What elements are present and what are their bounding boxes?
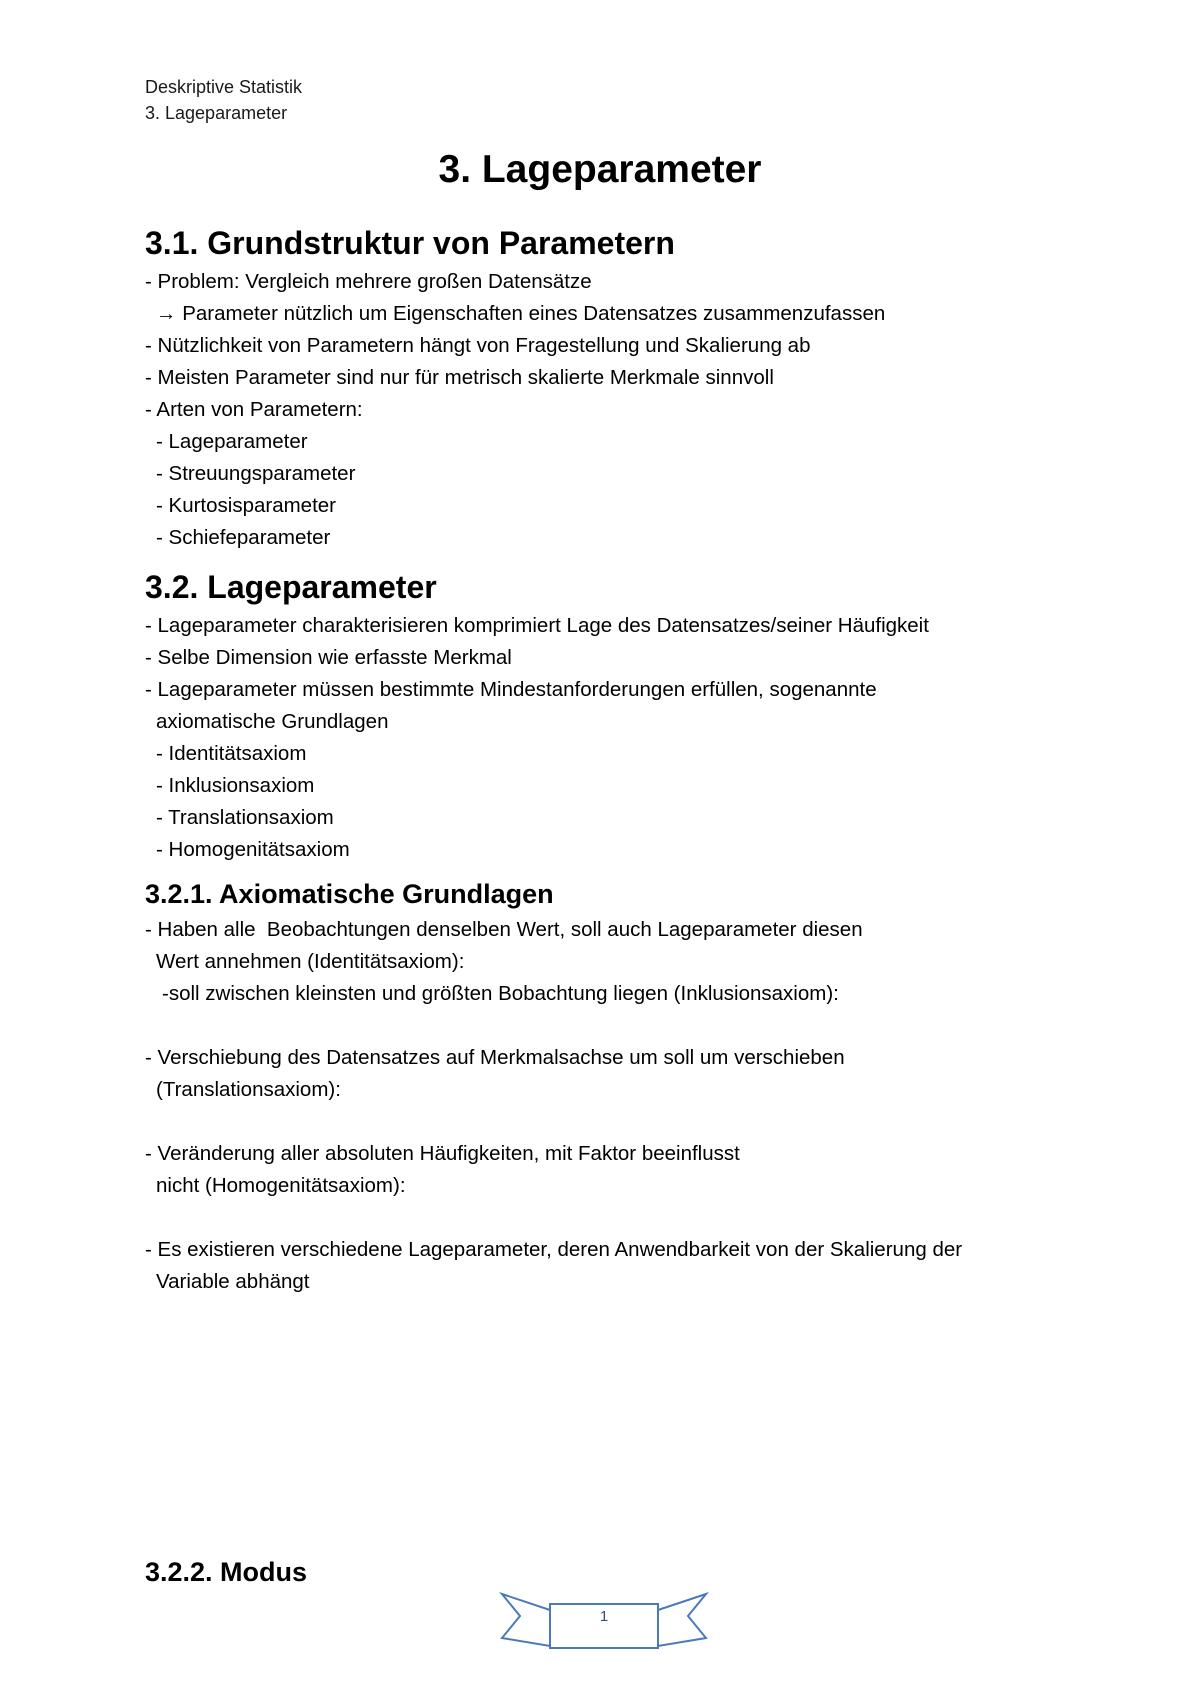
list-item: - Lageparameter charakterisieren komprimiert Lage des Datensatzes/seiner Häufigkeit: [145, 614, 929, 637]
page-number: 1: [599, 1608, 609, 1625]
section-heading-3-2-1: 3.2.1. Axiomatische Grundlagen: [145, 879, 554, 909]
list-item: - Lageparameter müssen bestimmte Mindestanforderungen erfüllen, sogenannte: [145, 678, 877, 701]
list-item: - Kurtosisparameter: [156, 494, 337, 517]
list-item: - Lageparameter: [156, 430, 308, 453]
list-item: Wert annehmen (Identitätsaxiom):: [156, 950, 465, 973]
list-item: - Es existieren verschiedene Lageparameter, deren Anwendbarkeit von der Skalierung der: [145, 1238, 963, 1261]
header-course: Deskriptive Statistik: [145, 77, 303, 97]
list-item: - Meisten Parameter sind nur für metrisch skalierte Merkmale sinnvoll: [145, 366, 774, 389]
list-item: - Haben alle Beobachtungen denselben Wert, soll auch Lageparameter diesen: [145, 918, 863, 941]
list-item: → Parameter nützlich um Eigenschaften eines Datensatzes zusammenzufassen: [156, 302, 886, 325]
list-item: Variable abhängt: [156, 1270, 310, 1293]
list-item: - Translationsaxiom: [156, 806, 334, 829]
list-item: - Problem: Vergleich mehrere großen Datensätze: [145, 270, 592, 293]
page-header: [145, 74, 302, 126]
header-chapter: 3. Lageparameter: [145, 103, 288, 123]
spacer: [145, 1202, 1065, 1234]
list-item: axiomatische Grundlagen: [156, 710, 389, 733]
list-item: - Verschiebung des Datensatzes auf Merkmalsachse um soll um verschieben: [145, 1046, 845, 1069]
section-heading-3-2: 3.2. Lageparameter: [145, 569, 437, 605]
list-item: - Nützlichkeit von Parametern hängt von Fragestellung und Skalierung ab: [145, 334, 811, 357]
list-item: - Veränderung aller absoluten Häufigkeiten, mit Faktor beeinflusst: [145, 1142, 740, 1165]
list-item: - Streuungsparameter: [156, 462, 356, 485]
spacer: [145, 1106, 1065, 1138]
spacer: [145, 1010, 1065, 1042]
list-item: - Schiefeparameter: [156, 526, 331, 549]
list-item: -soll zwischen kleinsten und größten Bobachtung liegen (Inklusionsaxiom):: [162, 982, 839, 1005]
list-item: nicht (Homogenitätsaxiom):: [156, 1174, 406, 1197]
list-item: - Arten von Parametern:: [145, 398, 363, 421]
section-heading-3-2-2: 3.2.2. Modus: [145, 1557, 308, 1587]
list-item: - Inklusionsaxiom: [156, 774, 315, 797]
page-footer: [498, 1588, 710, 1656]
section-heading-3-1: 3.1. Grundstruktur von Parametern: [145, 225, 675, 261]
document-body: [145, 220, 1065, 1298]
page-title: 3. Lageparameter: [438, 148, 762, 191]
list-item: - Selbe Dimension wie erfasste Merkmal: [145, 646, 512, 669]
list-item: - Homogenitätsaxiom: [156, 838, 350, 861]
list-item: - Identitätsaxiom: [156, 742, 307, 765]
list-item: (Translationsaxiom):: [156, 1078, 341, 1101]
